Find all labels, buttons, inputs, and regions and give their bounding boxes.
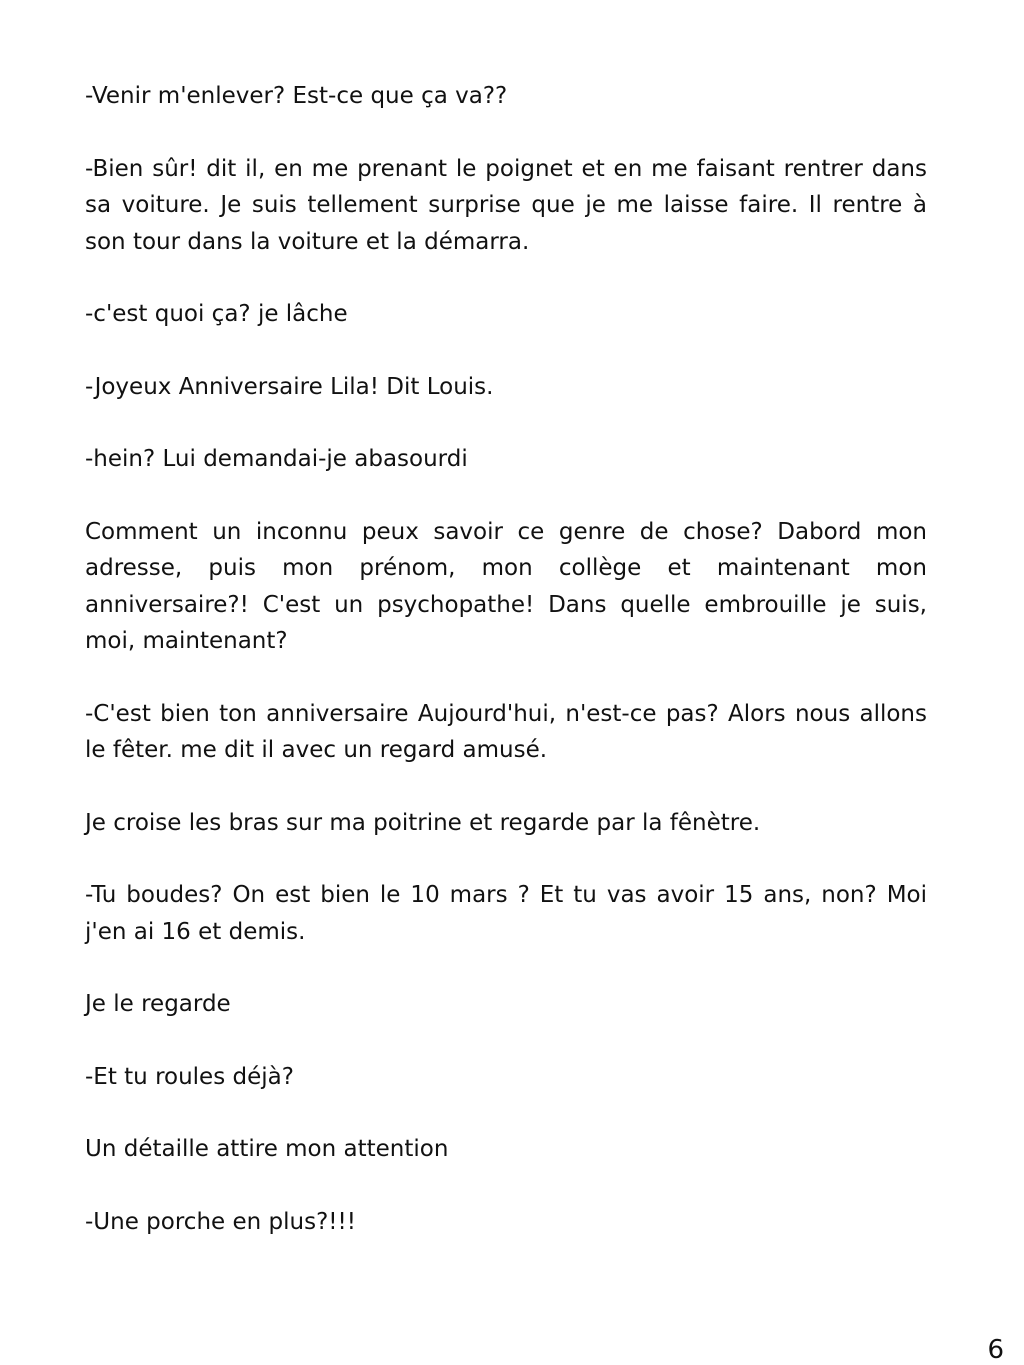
paragraph-6: Comment un inconnu peux savoir ce genre de chose? Dabord mon adresse, puis mon prénom, mon collège et maintenant mon anniversaire?! C'est un psychopathe! Dans quelle embrouille je suis, moi, maintenant? [85,518,927,654]
paragraph-7: -C'est bien ton anniversaire Aujourd'hui, n'est-ce pas? Alors nous allons le fêter. me dit il avec un regard amusé. [85,700,927,763]
paragraph-3: -c'est quoi ça? je lâche [85,301,348,327]
page-number: 6 [987,1335,1004,1365]
paragraph-13: -Une porche en plus?!!! [85,1208,356,1235]
paragraph-12: Un détaille attire mon attention [85,1136,449,1162]
paragraph-11: -Et tu roules déjà? [85,1063,294,1090]
paragraph-5: -hein? Lui demandai-je abasourdi [85,446,468,472]
paragraph-10: Je le regarde [85,991,231,1017]
paragraph-2: -Bien sûr! dit il, en me prenant le poignet et en me faisant rentrer dans sa voiture. Je suis tellement surprise que je me laisse faire. Il rentre à son tour dans la voiture et la démarra. [85,155,927,255]
paragraph-9: -Tu boudes? On est bien le 10 mars ? Et tu vas avoir 15 ans, non? Moi j'en ai 16 et demis. [85,882,927,945]
paragraph-8: Je croise les bras sur ma poitrine et regarde par la fênètre. [85,809,761,836]
page-body [85,78,927,1276]
paragraph-1: -Venir m'enlever? Est-ce que ça va?? [85,83,508,109]
paragraph-4: -Joyeux Anniversaire Lila! Dit Louis. [85,373,494,400]
